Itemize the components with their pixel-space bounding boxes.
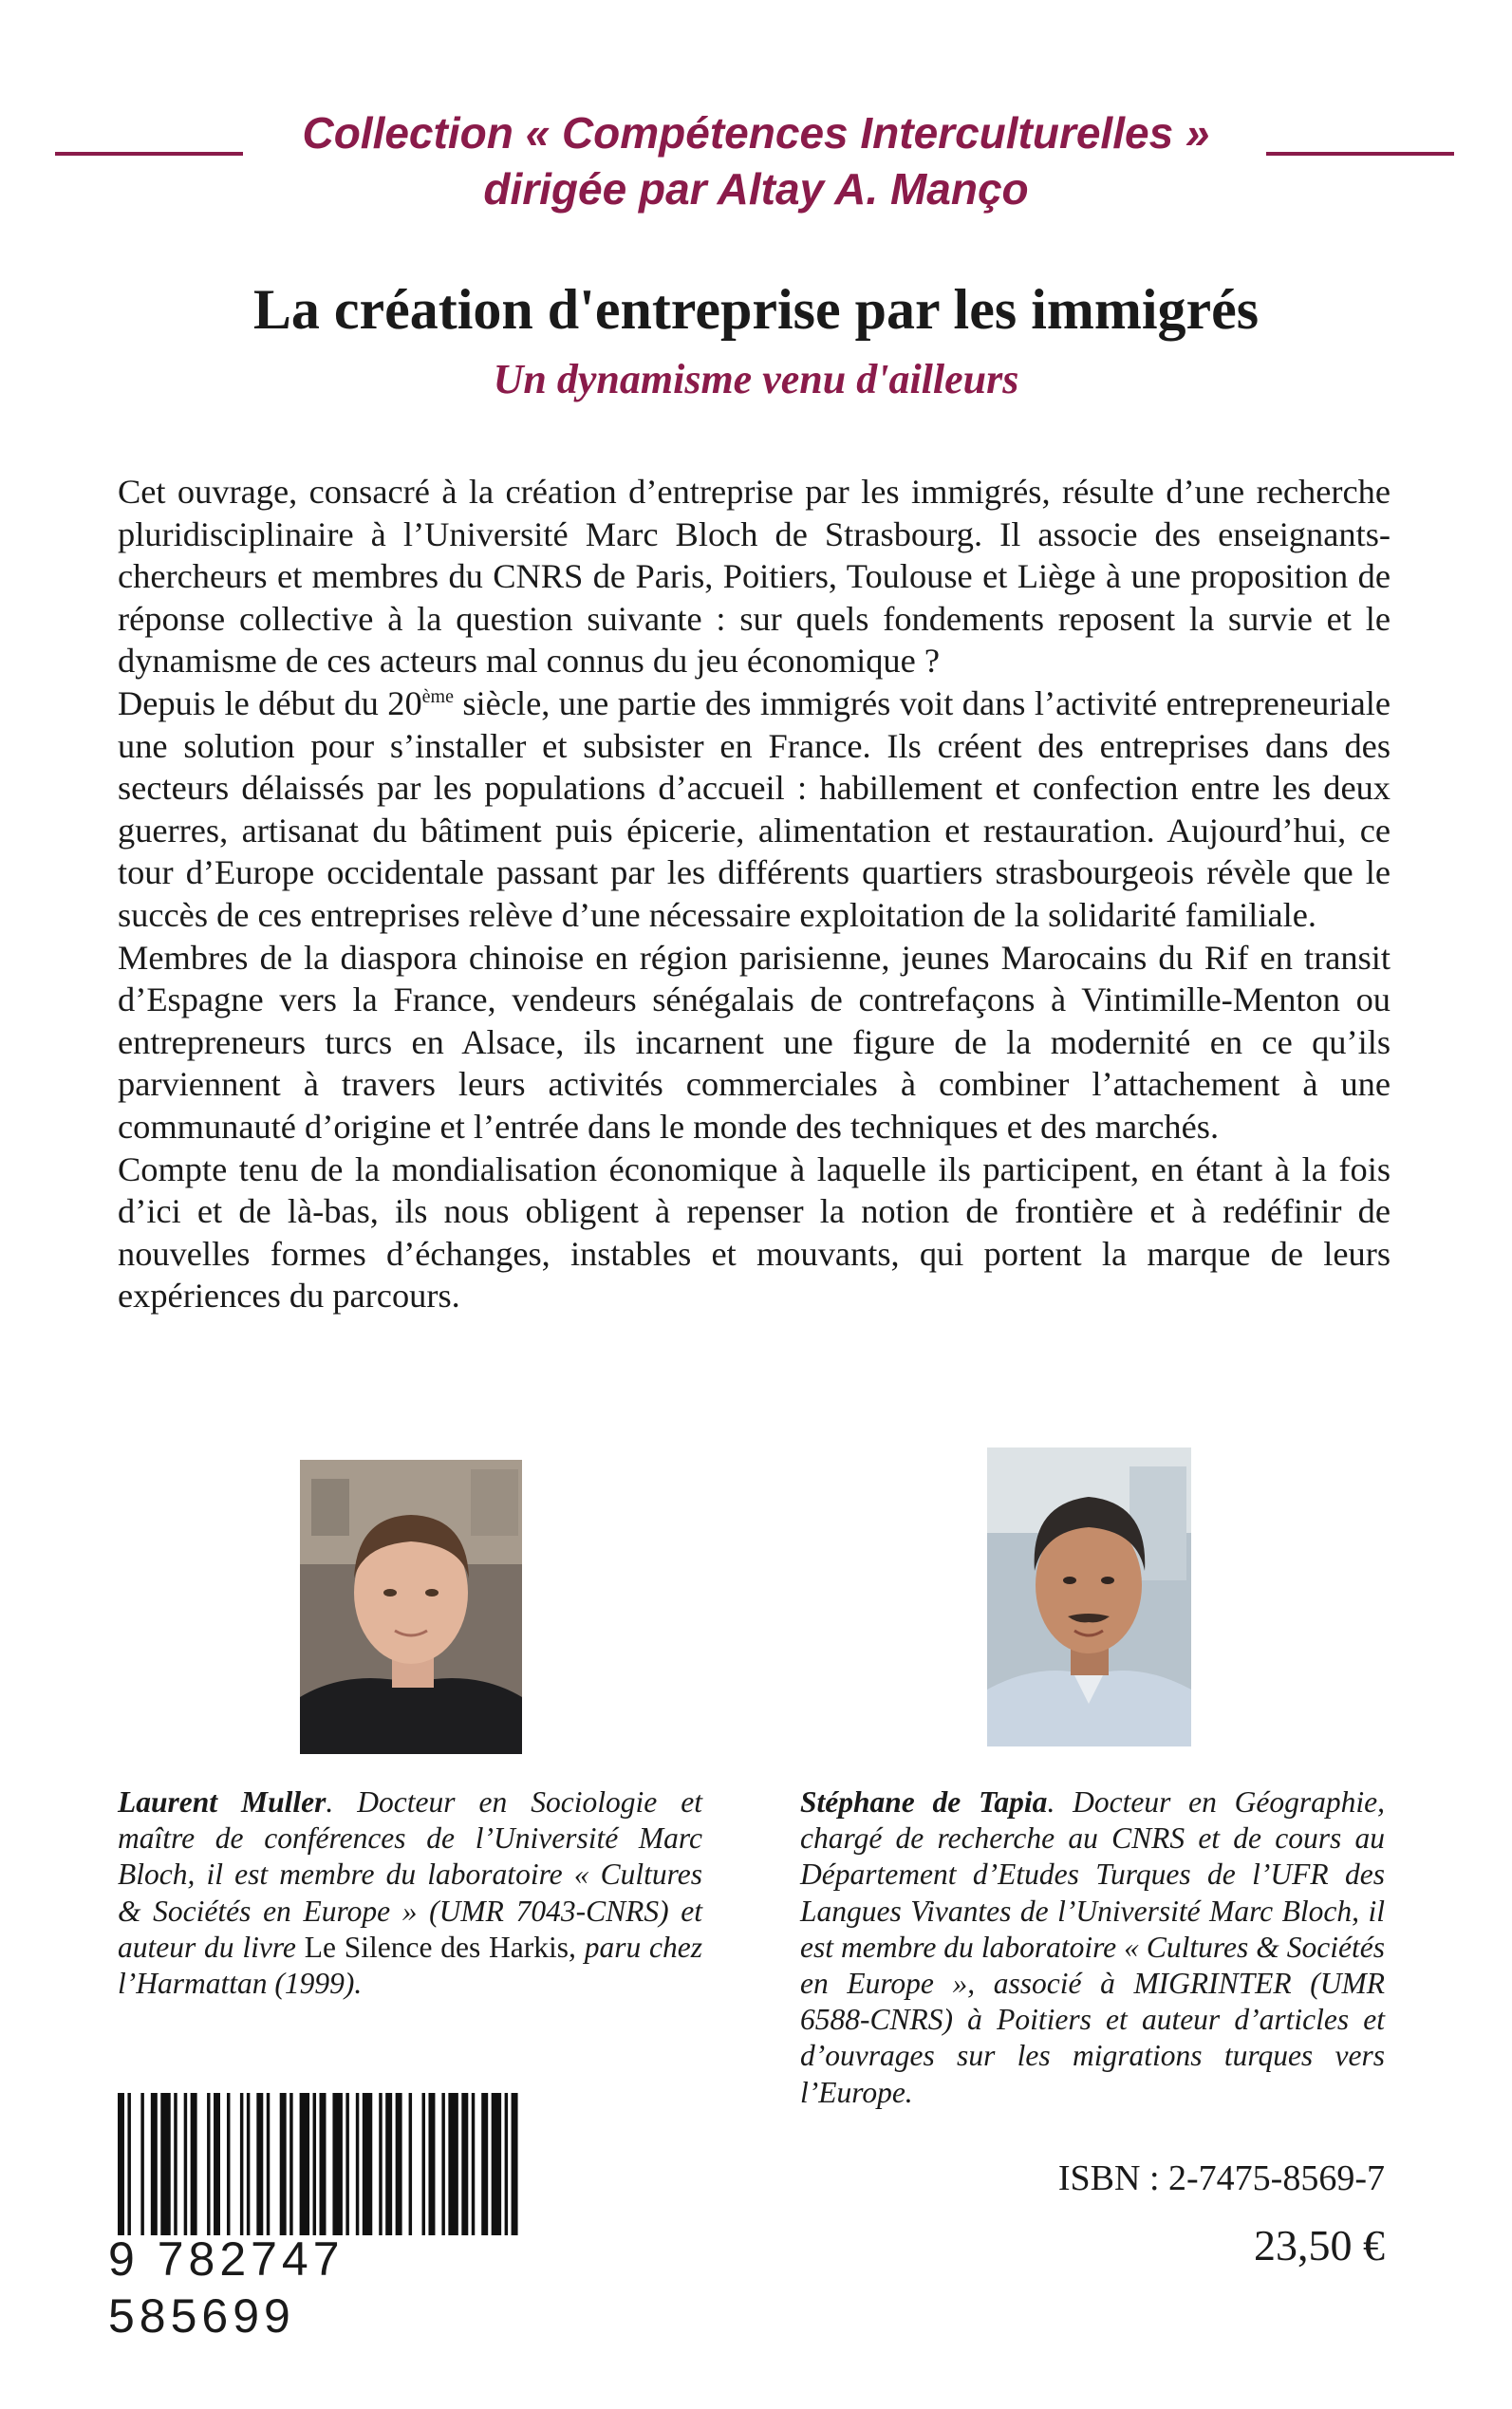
- barcode-bars: [118, 2093, 528, 2235]
- barcode-bar: [227, 2093, 230, 2235]
- barcode-bar: [461, 2093, 468, 2235]
- barcode-bar: [118, 2093, 124, 2235]
- barcode-bar: [492, 2093, 501, 2235]
- barcode-bar: [481, 2093, 488, 2235]
- barcode-bar: [280, 2093, 287, 2235]
- author-name: Laurent Muller: [118, 1785, 327, 1819]
- summary-text-run: Depuis le début du 20: [118, 683, 422, 722]
- series-title: Collection « Compétences Interculturelles »: [302, 108, 1210, 158]
- summary-text-run: siècle, une partie des immigrés voit dans l’activité entrepreneuriale une solution pour s’installer et subsister en France. Ils créent des entreprises dans des secteurs délaissés par les populations d’accueil : habillement et confection entre les deux guerres, artisanat du bâtiment puis épicerie, alimentation et restauration. Aujourd’hui, ce tour d’Europe occidentale passant par les différents quartiers strasbourgeois révèle que le succès de ces entreprises relève d’une nécessaire exploitation de la solidarité familiale.: [118, 683, 1391, 934]
- barcode-bar: [127, 2093, 130, 2235]
- barcode-bar: [345, 2093, 348, 2235]
- barcode-bar: [441, 2093, 444, 2235]
- barcode-bar: [207, 2093, 210, 2235]
- summary-paragraph: Cet ouvrage, consacré à la création d’entreprise par les immigrés, résulte d’une recherche pluridisciplinaire à l’Université Marc Bloch de Strasbourg. Il associe des enseignants-chercheurs et membres du CNRS de Paris, Poitiers, Toulouse et Liège à une proposition de réponse collective à la question suivante : sur quels fondements reposent la survie et le dynamisme de ces acteurs mal connus du jeu économique ?: [118, 473, 1391, 681]
- barcode-bar: [512, 2093, 518, 2235]
- book-reference: Le Silence des Harkis: [304, 1930, 569, 1964]
- barcode-bar: [256, 2093, 263, 2235]
- book-subtitle: Un dynamisme venu d'ailleurs: [493, 356, 1019, 402]
- barcode-bar: [363, 2093, 372, 2235]
- barcode-bar: [448, 2093, 457, 2235]
- barcode-bar: [332, 2093, 342, 2235]
- barcode: [118, 2093, 528, 2235]
- author-photo-stephane-de-tapia: [987, 1447, 1191, 1746]
- barcode-bar: [428, 2093, 435, 2235]
- barcode-bar: [505, 2093, 508, 2235]
- author-bio-laurent-muller: [118, 1784, 702, 2002]
- barcode-bar: [409, 2093, 412, 2235]
- barcode-bar: [240, 2093, 243, 2235]
- barcode-bar: [160, 2093, 170, 2235]
- summary-text: [118, 471, 1391, 1317]
- summary-paragraph: Membres de la diaspora chinoise en région parisienne, jeunes Marocains du Rif en transit d’Espagne vers la France, vendeurs sénégalais de contrefaçons à Vintimille-Menton ou entrepreneurs turcs en Alsace, ils incarnent une figure de la modernité en ce qu’ils parviennent à travers leurs activités commerciales à combiner l’attachement à une communauté d’origine et l’entrée dans le monde des techniques et des marchés.: [118, 938, 1391, 1146]
- isbn: ISBN : 2-7475-8569-7: [1057, 2158, 1385, 2198]
- barcode-bar: [422, 2093, 425, 2235]
- author-bio-text: . Docteur en Sociologie et maître de conférences de l’Université Marc Bloch, il est membre du laboratoire « Cultures & Sociétés en Europe » (UMR 7043-CNRS) et auteur du livre: [118, 1785, 702, 1964]
- barcode-bar: [396, 2093, 402, 2235]
- barcode-bar: [472, 2093, 475, 2235]
- barcode-bar: [320, 2093, 327, 2235]
- barcode-bar: [267, 2093, 270, 2235]
- barcode-bar: [300, 2093, 309, 2235]
- author-name: Stéphane de Tapia: [800, 1785, 1048, 1819]
- barcode-bar: [140, 2093, 143, 2235]
- series-header: [0, 103, 1512, 245]
- barcode-bar: [379, 2093, 382, 2235]
- barcode-bar: [174, 2093, 177, 2235]
- summary-paragraph: [118, 682, 1391, 937]
- portrait-illustration: [987, 1447, 1191, 1746]
- author-photo-laurent-muller: [300, 1460, 522, 1754]
- portrait-illustration: [300, 1460, 522, 1754]
- barcode-bar: [151, 2093, 158, 2235]
- superscript-ordinal: ème: [421, 685, 454, 707]
- price: 23,50 €: [1254, 2221, 1385, 2269]
- barcode-bar: [191, 2093, 197, 2235]
- barcode-bar: [289, 2093, 292, 2235]
- author-bio-text: , paru chez l’Harmattan (1999).: [118, 1930, 703, 2001]
- series-editor: dirigée par Altay A. Manço: [483, 164, 1029, 214]
- book-title: La création d'entreprise par les immigrés: [252, 278, 1260, 341]
- author-bio-stephane-de-tapia: [800, 1784, 1385, 2111]
- barcode-bar: [313, 2093, 316, 2235]
- barcode-bar: [184, 2093, 187, 2235]
- barcode-bar: [356, 2093, 359, 2235]
- barcode-bar: [247, 2093, 250, 2235]
- barcode-bar: [385, 2093, 392, 2235]
- barcode-digits: 9 782747 585699: [108, 2232, 345, 2343]
- author-bio-text: . Docteur en Géographie, chargé de recherche au CNRS et de cours au Département d’Etudes Turques de l’UFR des Langues Vivantes de l’Université Marc Bloch, il est membre du laboratoire « Cultures & Sociétés en Europe », associé à MIGRINTER (UMR 6588-CNRS) à Poitiers et auteur d’articles et d’ouvrages sur les migrations turques vers l’Europe.: [800, 1785, 1385, 2109]
- summary-paragraph: Compte tenu de la mondialisation économique à laquelle ils participent, en étant à la fois d’ici et de là-bas, ils nous obligent à repenser la notion de frontière et à redéfinir de nouvelles formes d’échanges, instables et mouvants, qui portent la marque de leurs expériences du parcours.: [118, 1149, 1391, 1316]
- barcode-bar: [214, 2093, 220, 2235]
